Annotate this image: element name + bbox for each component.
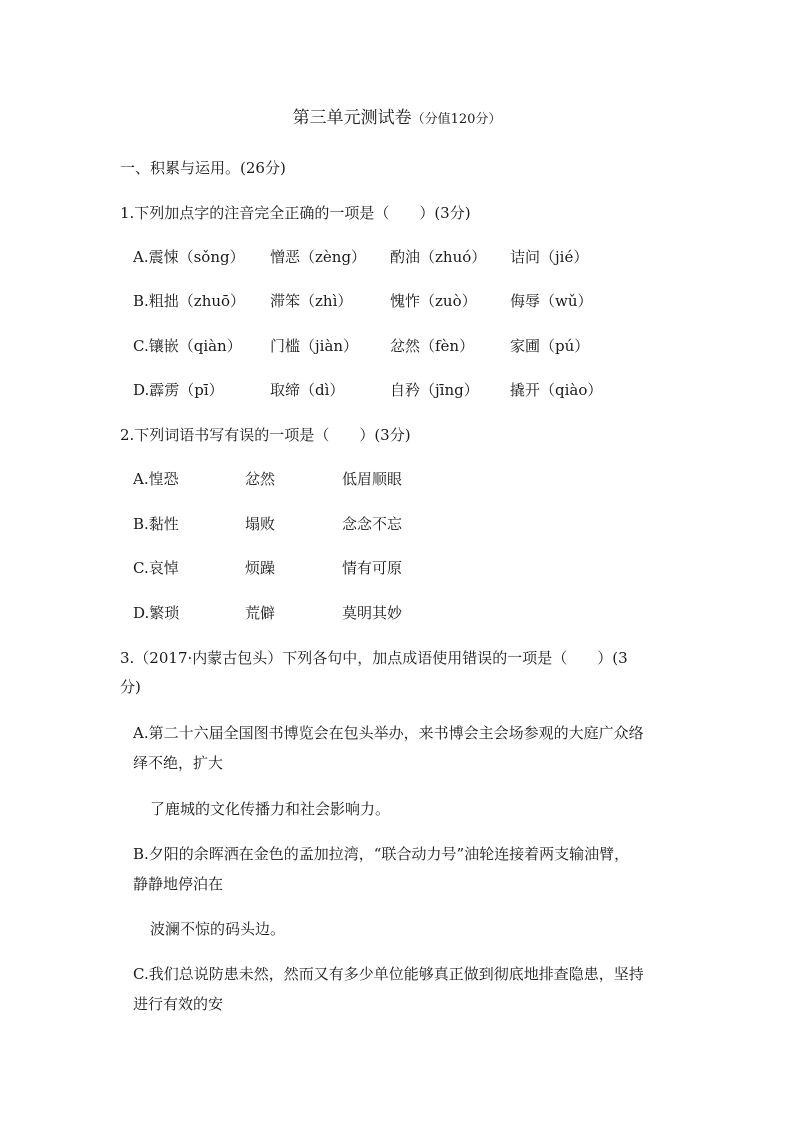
option-a-3: 酌油（zhuó） bbox=[390, 248, 487, 266]
option-a-2: 忿然 bbox=[245, 470, 276, 488]
option-b-1: B.粗拙（zhuō） bbox=[133, 292, 246, 310]
section-heading: 一、积累与运用。(26分) bbox=[120, 159, 286, 177]
option-b-2: 塌败 bbox=[245, 515, 276, 533]
option-c-line1: C.我们总说防患未然，然而又有多少单位能够真正做到彻底地排查隐患，坚持 bbox=[133, 965, 644, 983]
option-a-4: 诘问（jié） bbox=[510, 248, 589, 266]
title-score: （分值120分） bbox=[411, 112, 502, 127]
option-d-3: 莫明其妙 bbox=[342, 604, 403, 622]
option-a-1: A.震悚（sǒng） bbox=[133, 248, 245, 266]
option-d-1: D.繁琐 bbox=[133, 604, 180, 622]
option-c-line2: 进行有效的安 bbox=[133, 995, 224, 1013]
option-b-line3: 波澜不惊的码头边。 bbox=[150, 920, 286, 938]
option-d-1: D.霹雳（pī） bbox=[133, 381, 224, 399]
option-a-1: A.惶恐 bbox=[133, 470, 179, 488]
title-main: 第三单元测试卷 bbox=[292, 108, 412, 128]
option-c-1: C.镶嵌（qiàn） bbox=[133, 337, 242, 355]
option-d-4: 撬开（qiào） bbox=[510, 381, 603, 399]
option-b-2: 滞笨（zhì） bbox=[270, 292, 353, 310]
option-a-line1: A.第二十六届全国图书博览会在包头举办，来书博会主会场参观的大庭广众络 bbox=[133, 724, 644, 742]
page-title bbox=[0, 108, 794, 130]
option-b-line1: B.夕阳的余晖洒在金色的孟加拉湾，“联合动力号”油轮连接着两支输油臂， bbox=[133, 845, 630, 863]
option-c-2: 烦躁 bbox=[245, 559, 276, 577]
option-b-3: 念念不忘 bbox=[342, 515, 403, 533]
question-3-stem-cont: 分) bbox=[120, 678, 141, 696]
option-d-2: 荒僻 bbox=[245, 604, 276, 622]
option-c-3: 情有可原 bbox=[342, 559, 403, 577]
option-a-3: 低眉顺眼 bbox=[342, 470, 403, 488]
option-c-4: 家圃（pú） bbox=[510, 337, 590, 355]
question-3-stem: 3.（2017·内蒙古包头）下列各句中，加点成语使用错误的一项是（ ）(3 bbox=[120, 649, 628, 667]
question-1-stem: 1.下列加点字的注音完全正确的一项是（ ）(3分) bbox=[120, 204, 471, 222]
option-b-4: 侮辱（wǔ） bbox=[510, 292, 593, 310]
option-b-1: B.黏性 bbox=[133, 515, 179, 533]
option-b-3: 愧怍（zuò） bbox=[390, 292, 477, 310]
option-b-line2: 静静地停泊在 bbox=[133, 875, 224, 893]
option-c-3: 忿然（fèn） bbox=[390, 337, 475, 355]
option-d-2: 取缔（dì） bbox=[270, 381, 345, 399]
option-a-line3: 了鹿城的文化传播力和社会影响力。 bbox=[150, 800, 391, 818]
question-2-stem: 2.下列词语书写有误的一项是（ ）(3分) bbox=[120, 426, 411, 444]
option-d-3: 自矜（jīng） bbox=[390, 381, 479, 399]
option-a-2: 憎恶（zèng） bbox=[270, 248, 367, 266]
option-a-line2: 绎不绝，扩大 bbox=[133, 754, 224, 772]
option-c-1: C.哀悼 bbox=[133, 559, 179, 577]
option-c-2: 门槛（jiàn） bbox=[270, 337, 359, 355]
